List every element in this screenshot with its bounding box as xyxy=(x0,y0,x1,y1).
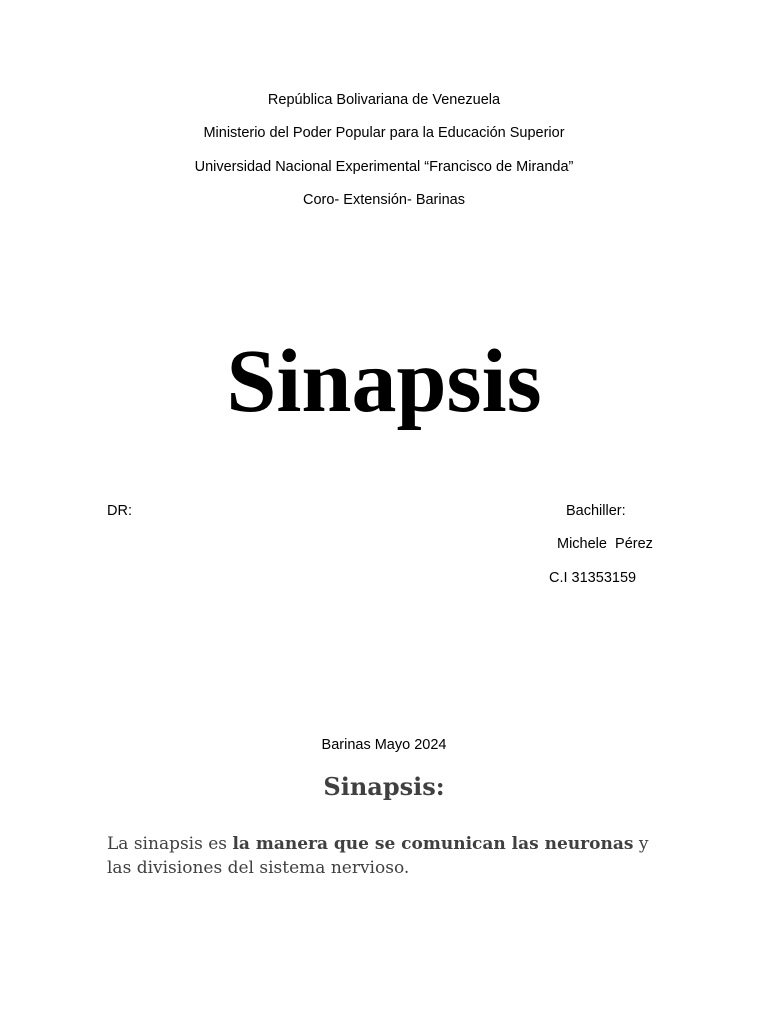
student-id: C.I 31353159 xyxy=(549,570,637,586)
header-line-university: Universidad Nacional Experimental “Francisco de Miranda” xyxy=(194,159,574,175)
bachiller-label: Bachiller: xyxy=(566,503,626,519)
student-name: Michele Pérez xyxy=(557,536,653,552)
header-line-ministry: Ministerio del Poder Popular para la Educación Superior xyxy=(203,125,565,141)
section-paragraph xyxy=(107,832,667,880)
cover-title: Sinapsis xyxy=(226,332,542,431)
paragraph-text-start: La sinapsis es xyxy=(107,834,233,854)
dr-label: DR: xyxy=(107,503,132,519)
header-line-republic: República Bolivariana de Venezuela xyxy=(267,92,501,108)
header-line-campus: Coro- Extensión- Barinas xyxy=(303,192,465,208)
place-date: Barinas Mayo 2024 xyxy=(321,737,447,753)
paragraph-bold-text: la manera que se comunican las neuronas xyxy=(232,834,634,854)
paragraph-text-end: y las divisiones del sistema nervioso. xyxy=(107,834,649,878)
section-title: Sinapsis: xyxy=(323,772,445,801)
